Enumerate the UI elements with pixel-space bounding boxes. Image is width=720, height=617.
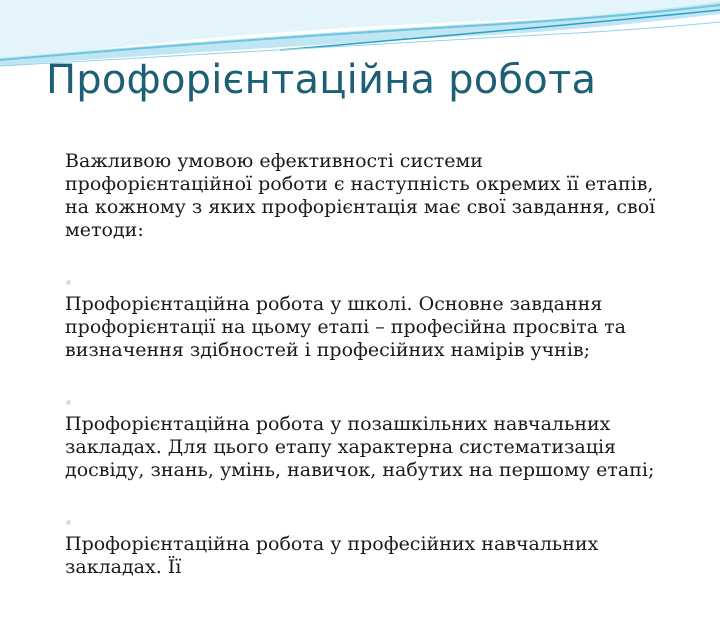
bullet-icon xyxy=(66,280,71,285)
slide-content xyxy=(65,150,665,617)
list-item xyxy=(65,520,665,579)
list-item-text: Профорієнтаційна робота у школі. Основне завдання профорієнтації на цьому етапі – професійна просвіта та визначення здібностей і професійних намірів учнів; xyxy=(65,293,626,361)
bullet-icon xyxy=(66,520,71,525)
list-item-text: Профорієнтаційна робота у позашкільних навчальних закладах. Для цього етапу характерна систематизація досвіду, знань, умінь, навичок, набутих на першому етапі; xyxy=(65,413,655,481)
slide-title: Профорієнтаційна робота xyxy=(46,57,597,103)
list-item xyxy=(65,280,665,362)
intro-paragraph: Важливою умовою ефективності системи профорієнтаційної роботи є наступність окремих її етапів, на кожному з яких профорієнтація має свої завдання, свої методи: xyxy=(65,150,656,241)
list-item xyxy=(65,400,665,482)
bullet-icon xyxy=(66,400,71,405)
list-item-text: Профорієнтаційна робота у професійних навчальних закладах. Її xyxy=(65,533,599,578)
